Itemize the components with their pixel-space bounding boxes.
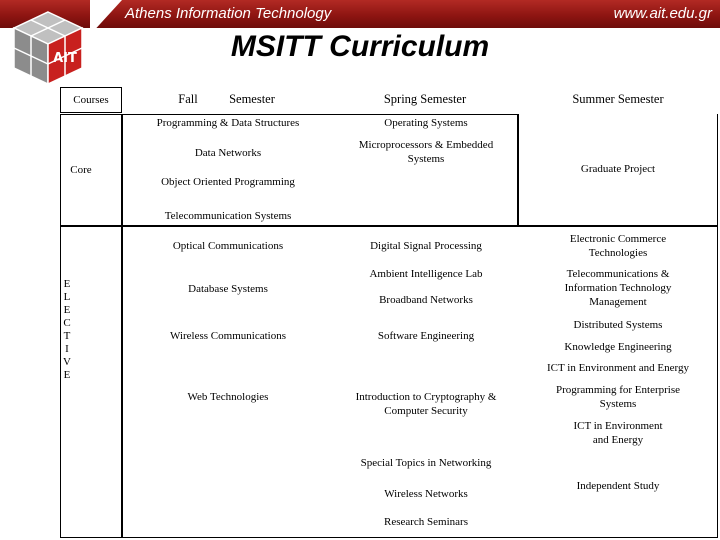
courses-header: Courses: [73, 94, 109, 106]
fall-header-b: Semester: [229, 92, 275, 106]
core-course: Operating Systems: [384, 117, 468, 129]
logo-text: AIT: [53, 51, 77, 66]
elective-letter: L: [63, 291, 71, 303]
elective-label: [60, 278, 74, 382]
elective-course: Knowledge Engineering: [564, 341, 672, 353]
elective-course: ICT in Environment: [573, 420, 663, 432]
elective-letter: V: [63, 356, 71, 368]
elective-course: Electronic Commerce: [569, 233, 667, 245]
core-course: Systems: [407, 153, 445, 165]
elective-course: Digital Signal Processing: [370, 240, 482, 252]
website-link[interactable]: www.ait.edu.gr: [613, 5, 712, 22]
page-title: MSITT Curriculum: [230, 30, 490, 63]
core-course: Object Oriented Programming: [161, 176, 295, 188]
elective-course: Computer Security: [384, 405, 468, 417]
core-course: Microprocessors & Embedded: [358, 139, 494, 151]
elective-letter: E: [63, 369, 71, 381]
elective-course: Special Topics in Networking: [360, 457, 492, 469]
elective-course: Information Technology: [564, 282, 672, 294]
elective-course: Independent Study: [576, 480, 660, 492]
elective-course: Distributed Systems: [573, 319, 663, 331]
elective-course: Optical Communications: [172, 240, 284, 252]
graduate-project: Graduate Project: [580, 163, 656, 175]
elective-course: Software Engineering: [377, 330, 475, 342]
elective-course: and Energy: [592, 434, 644, 446]
elective-course: Telecommunications &: [566, 268, 670, 280]
core-course: Data Networks: [194, 147, 262, 159]
elective-letter: C: [63, 317, 71, 329]
elective-letter: T: [63, 330, 71, 342]
banner-notch: [90, 0, 122, 28]
elective-course: Ambient Intelligence Lab: [369, 268, 483, 280]
summer-header: Summer Semester: [572, 92, 664, 106]
elective-course: Wireless Communications: [170, 330, 286, 342]
header-banner: [0, 0, 720, 28]
elective-course: ICT in Environment and Energy: [547, 362, 689, 374]
core-label: Core: [70, 164, 92, 176]
elective-letter: I: [65, 343, 69, 355]
core-course: Programming & Data Structures: [156, 117, 300, 129]
elective-label-cell: [60, 226, 122, 538]
elective-course: Broadband Networks: [379, 294, 473, 306]
elective-letter: E: [63, 304, 71, 316]
org-name: Athens Information Technology: [125, 5, 332, 22]
elective-course: Research Seminars: [384, 516, 468, 528]
core-course: Telecommunication Systems: [164, 210, 292, 222]
elective-course: Introduction to Cryptography &: [355, 391, 497, 403]
elective-letter: E: [63, 278, 71, 290]
elective-course: Programming for Enterprise: [555, 384, 681, 396]
fall-header-a: Fall: [178, 92, 198, 106]
elective-course: Database Systems: [188, 283, 268, 295]
elective-course: Technologies: [588, 247, 648, 259]
spring-header: Spring Semester: [383, 92, 467, 106]
elective-course: Systems: [599, 398, 637, 410]
elective-course: Wireless Networks: [384, 488, 468, 500]
elective-course: Web Technologies: [187, 391, 269, 403]
elective-course: Management: [589, 296, 647, 308]
